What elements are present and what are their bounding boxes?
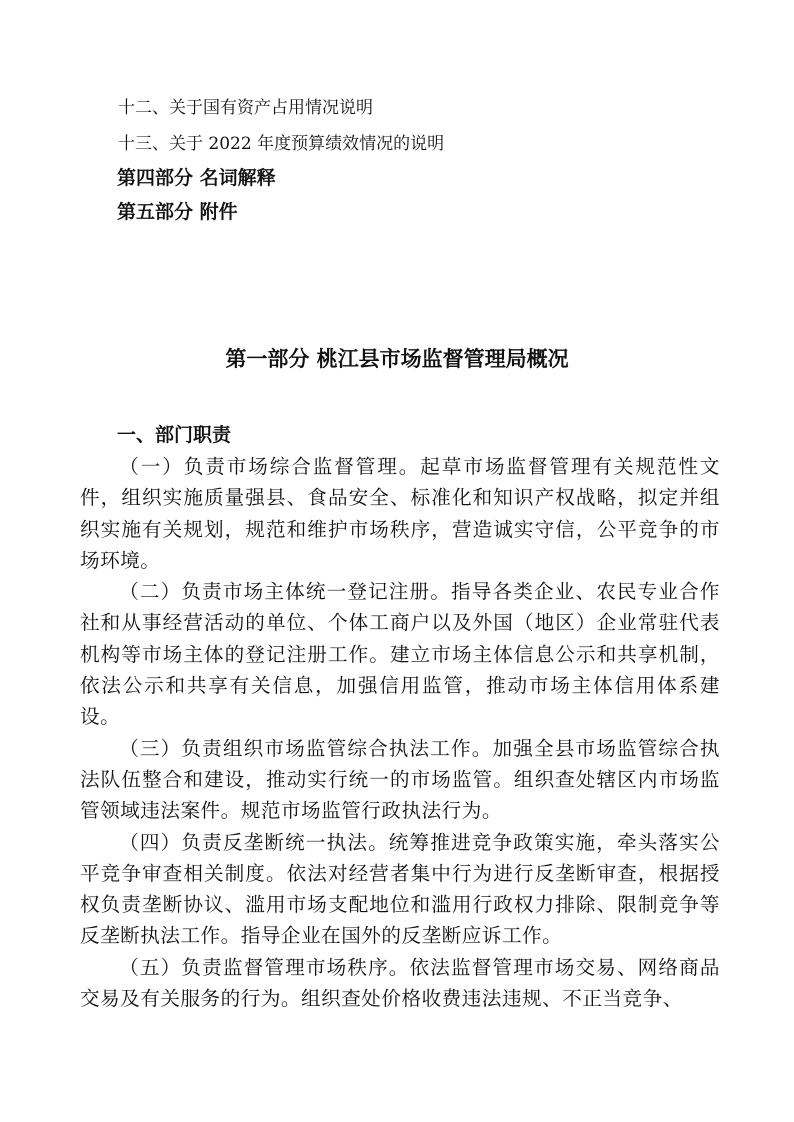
toc-part-4: 第四部分 名词解释 — [117, 167, 276, 189]
paragraph-2: （二）负责市场主体统一登记注册。指导各类企业、农民专业合作社和从事经营活动的单位、个体工商户以及外国（地区）企业常驻代表机构等市场主体的登记注册工作。建立市场主体信息公示和共享机制，依法公示和共享有关信息，加强信用监管，推动市场主体信用体系建设。 — [80, 580, 720, 729]
toc-item-12: 十二、关于国有资产占用情况说明 — [118, 98, 373, 118]
toc-part-5: 第五部分 附件 — [117, 201, 238, 223]
paragraph-5: （五）负责监督管理市场秩序。依法监督管理市场交易、网络商品交易及有关服务的行为。组织查处价格收费违法违规、不正当竞争、 — [80, 955, 720, 1011]
part-title: 第一部分 桃江县市场监督管理局概况 — [225, 347, 569, 371]
paragraph-4: （四）负责反垄断统一执法。统筹推进竞争政策实施，牵头落实公平竞争审查相关制度。依法对经营者集中行为进行反垄断审查，根据授权负责垄断协议、滥用市场支配地位和滥用行政权力排除、限制竞争等反垄断执法工作。指导企业在国外的反垄断应诉工作。 — [80, 830, 720, 948]
paragraph-3: （三）负责组织市场监管综合执法工作。加强全县市场监管综合执法队伍整合和建设，推动实行统一的市场监管。组织查处辖区内市场监管领域违法案件。规范市场监管行政执法行为。 — [80, 736, 720, 823]
toc-item-13: 十三、关于 2022 年度预算绩效情况的说明 — [118, 134, 445, 154]
paragraph-1: （一）负责市场综合监督管理。起草市场监督管理有关规范性文件，组织实施质量强县、食品安全、标准化和知识产权战略，拟定并组织实施有关规划，规范和维护市场秩序，营造诚实守信，公平竞争的市场环境。 — [80, 455, 720, 572]
section-body — [80, 451, 720, 1014]
section-heading: 一、部门职责 — [117, 424, 232, 446]
